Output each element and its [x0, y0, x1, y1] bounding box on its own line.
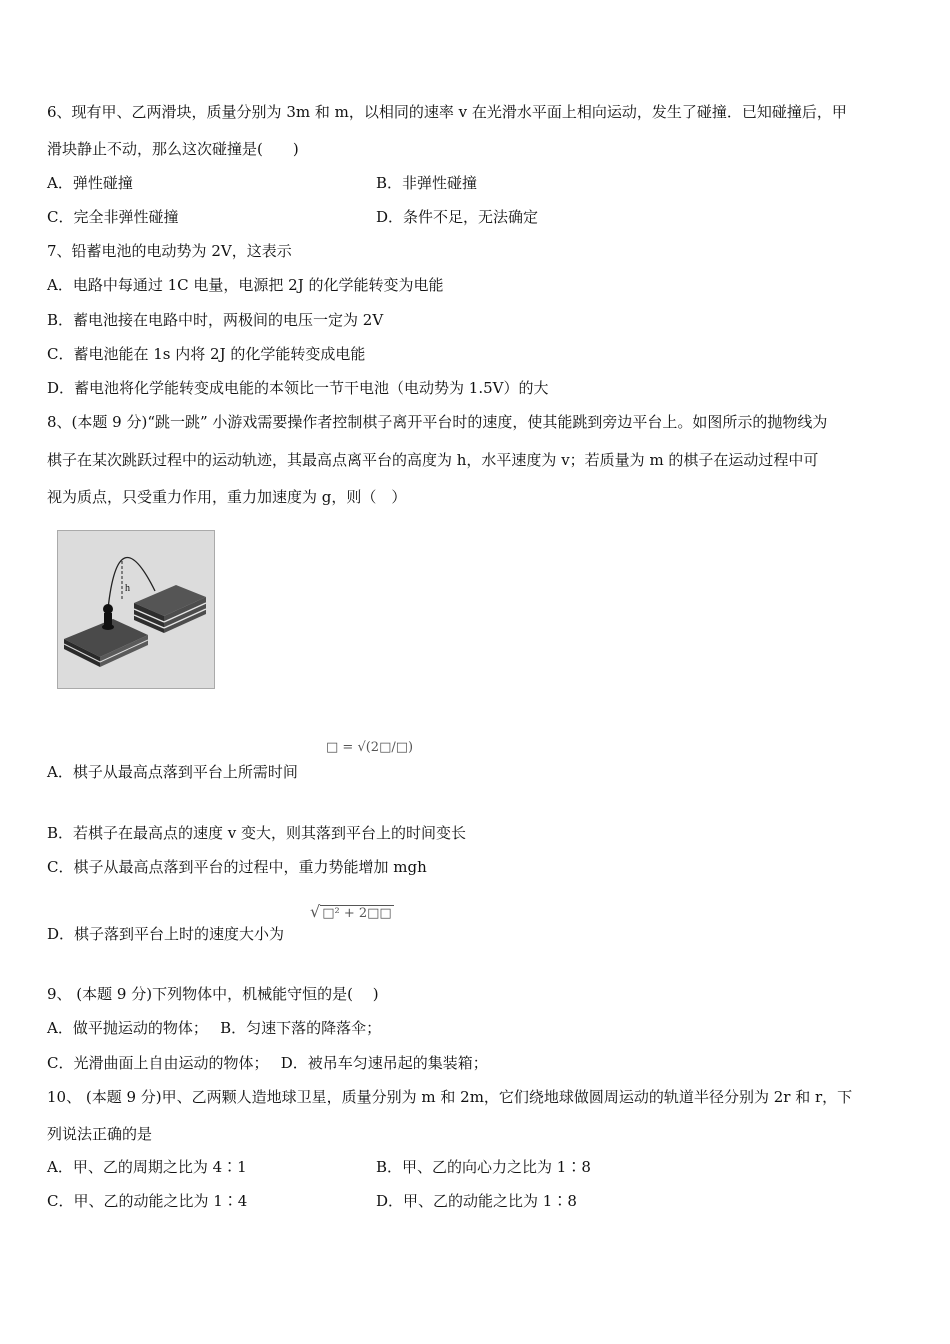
q8-option-b: B．若棋子在最高点的速度 v 变大，则其落到平台上的时间变长: [47, 824, 467, 842]
q8-option-d: D．棋子落到平台上时的速度大小为: [47, 925, 285, 943]
q8-a-formula: □ = √(2□/□): [326, 740, 414, 755]
q8-option-a: A．棋子从最高点落到平台上所需时间: [47, 763, 298, 781]
q6-option-a: A．弹性碰撞: [47, 174, 133, 192]
jump-game-figure: [57, 530, 215, 689]
q8-stem-line1: 8、(本题 9 分)“跳一跳” 小游戏需要操作者控制棋子离开平台时的速度，使其能跳到旁边平台上。如图所示的抛物线为: [47, 413, 828, 431]
q7-option-b: B．蓄电池接在电路中时，两极间的电压一定为 2V: [47, 311, 384, 329]
q6-option-d: D．条件不足，无法确定: [376, 208, 539, 226]
q6-option-c: C．完全非弹性碰撞: [47, 208, 179, 226]
q9-stem: 9、 (本题 9 分)下列物体中，机械能守恒的是( ): [47, 985, 379, 1003]
height-label: h: [125, 583, 130, 594]
chess-piece: [104, 613, 112, 627]
q10-option-a: A．甲、乙的周期之比为 4∶1: [47, 1158, 247, 1176]
q6-option-b: B．非弹性碰撞: [376, 174, 478, 192]
q7-option-d: D．蓄电池将化学能转变成电能的本领比一节干电池（电动势为 1.5V）的大: [47, 379, 549, 397]
q7-option-c: C．蓄电池能在 1s 内将 2J 的化学能转变成电能: [47, 345, 366, 363]
q7-option-a: A．电路中每通过 1C 电量，电源把 2J 的化学能转变为电能: [47, 276, 444, 294]
q8-option-c: C．棋子从最高点落到平台的过程中，重力势能增加 mgh: [47, 858, 427, 876]
q8-stem-line2: 棋子在某次跳跃过程中的运动轨迹，其最高点离平台的高度为 h，水平速度为 v；若质量为 m 的棋子在运动过程中可: [47, 451, 819, 469]
q8-d-formula-body: □² + 2□□: [322, 906, 392, 921]
q10-option-c: C．甲、乙的动能之比为 1∶4: [47, 1192, 248, 1210]
q10-option-d: D．甲、乙的动能之比为 1∶8: [376, 1192, 577, 1210]
q8-stem-line3: 视为质点，只受重力作用，重力加速度为 g，则（ ）: [47, 488, 407, 506]
q7-stem: 7、铅蓄电池的电动势为 2V，这表示: [47, 242, 292, 260]
q10-option-b: B．甲、乙的向心力之比为 1∶8: [376, 1158, 591, 1176]
jump-game-illustration: [58, 531, 214, 688]
q10-stem-line2: 列说法正确的是: [47, 1125, 153, 1143]
q6-stem-line2: 滑块静止不动，那么这次碰撞是( ): [47, 140, 299, 158]
q8-d-formula: √ □² + 2□□: [310, 902, 392, 921]
q9-options-ab: A．做平抛运动的物体； B．匀速下落的降落伞；: [47, 1019, 382, 1037]
q10-stem-line1: 10、 (本题 9 分)甲、乙两颗人造地球卫星，质量分别为 m 和 2m，它们绕地球做圆周运动的轨道半径分别为 2r 和 r，下: [47, 1088, 853, 1106]
q6-stem-line1: 6、现有甲、乙两滑块，质量分别为 3m 和 m，以相同的速率 v 在光滑水平面上相向运动，发生了碰撞．已知碰撞后，甲: [47, 103, 847, 121]
q9-options-cd: C．光滑曲面上自由运动的物体； D．被吊车匀速吊起的集装箱；: [47, 1054, 488, 1072]
